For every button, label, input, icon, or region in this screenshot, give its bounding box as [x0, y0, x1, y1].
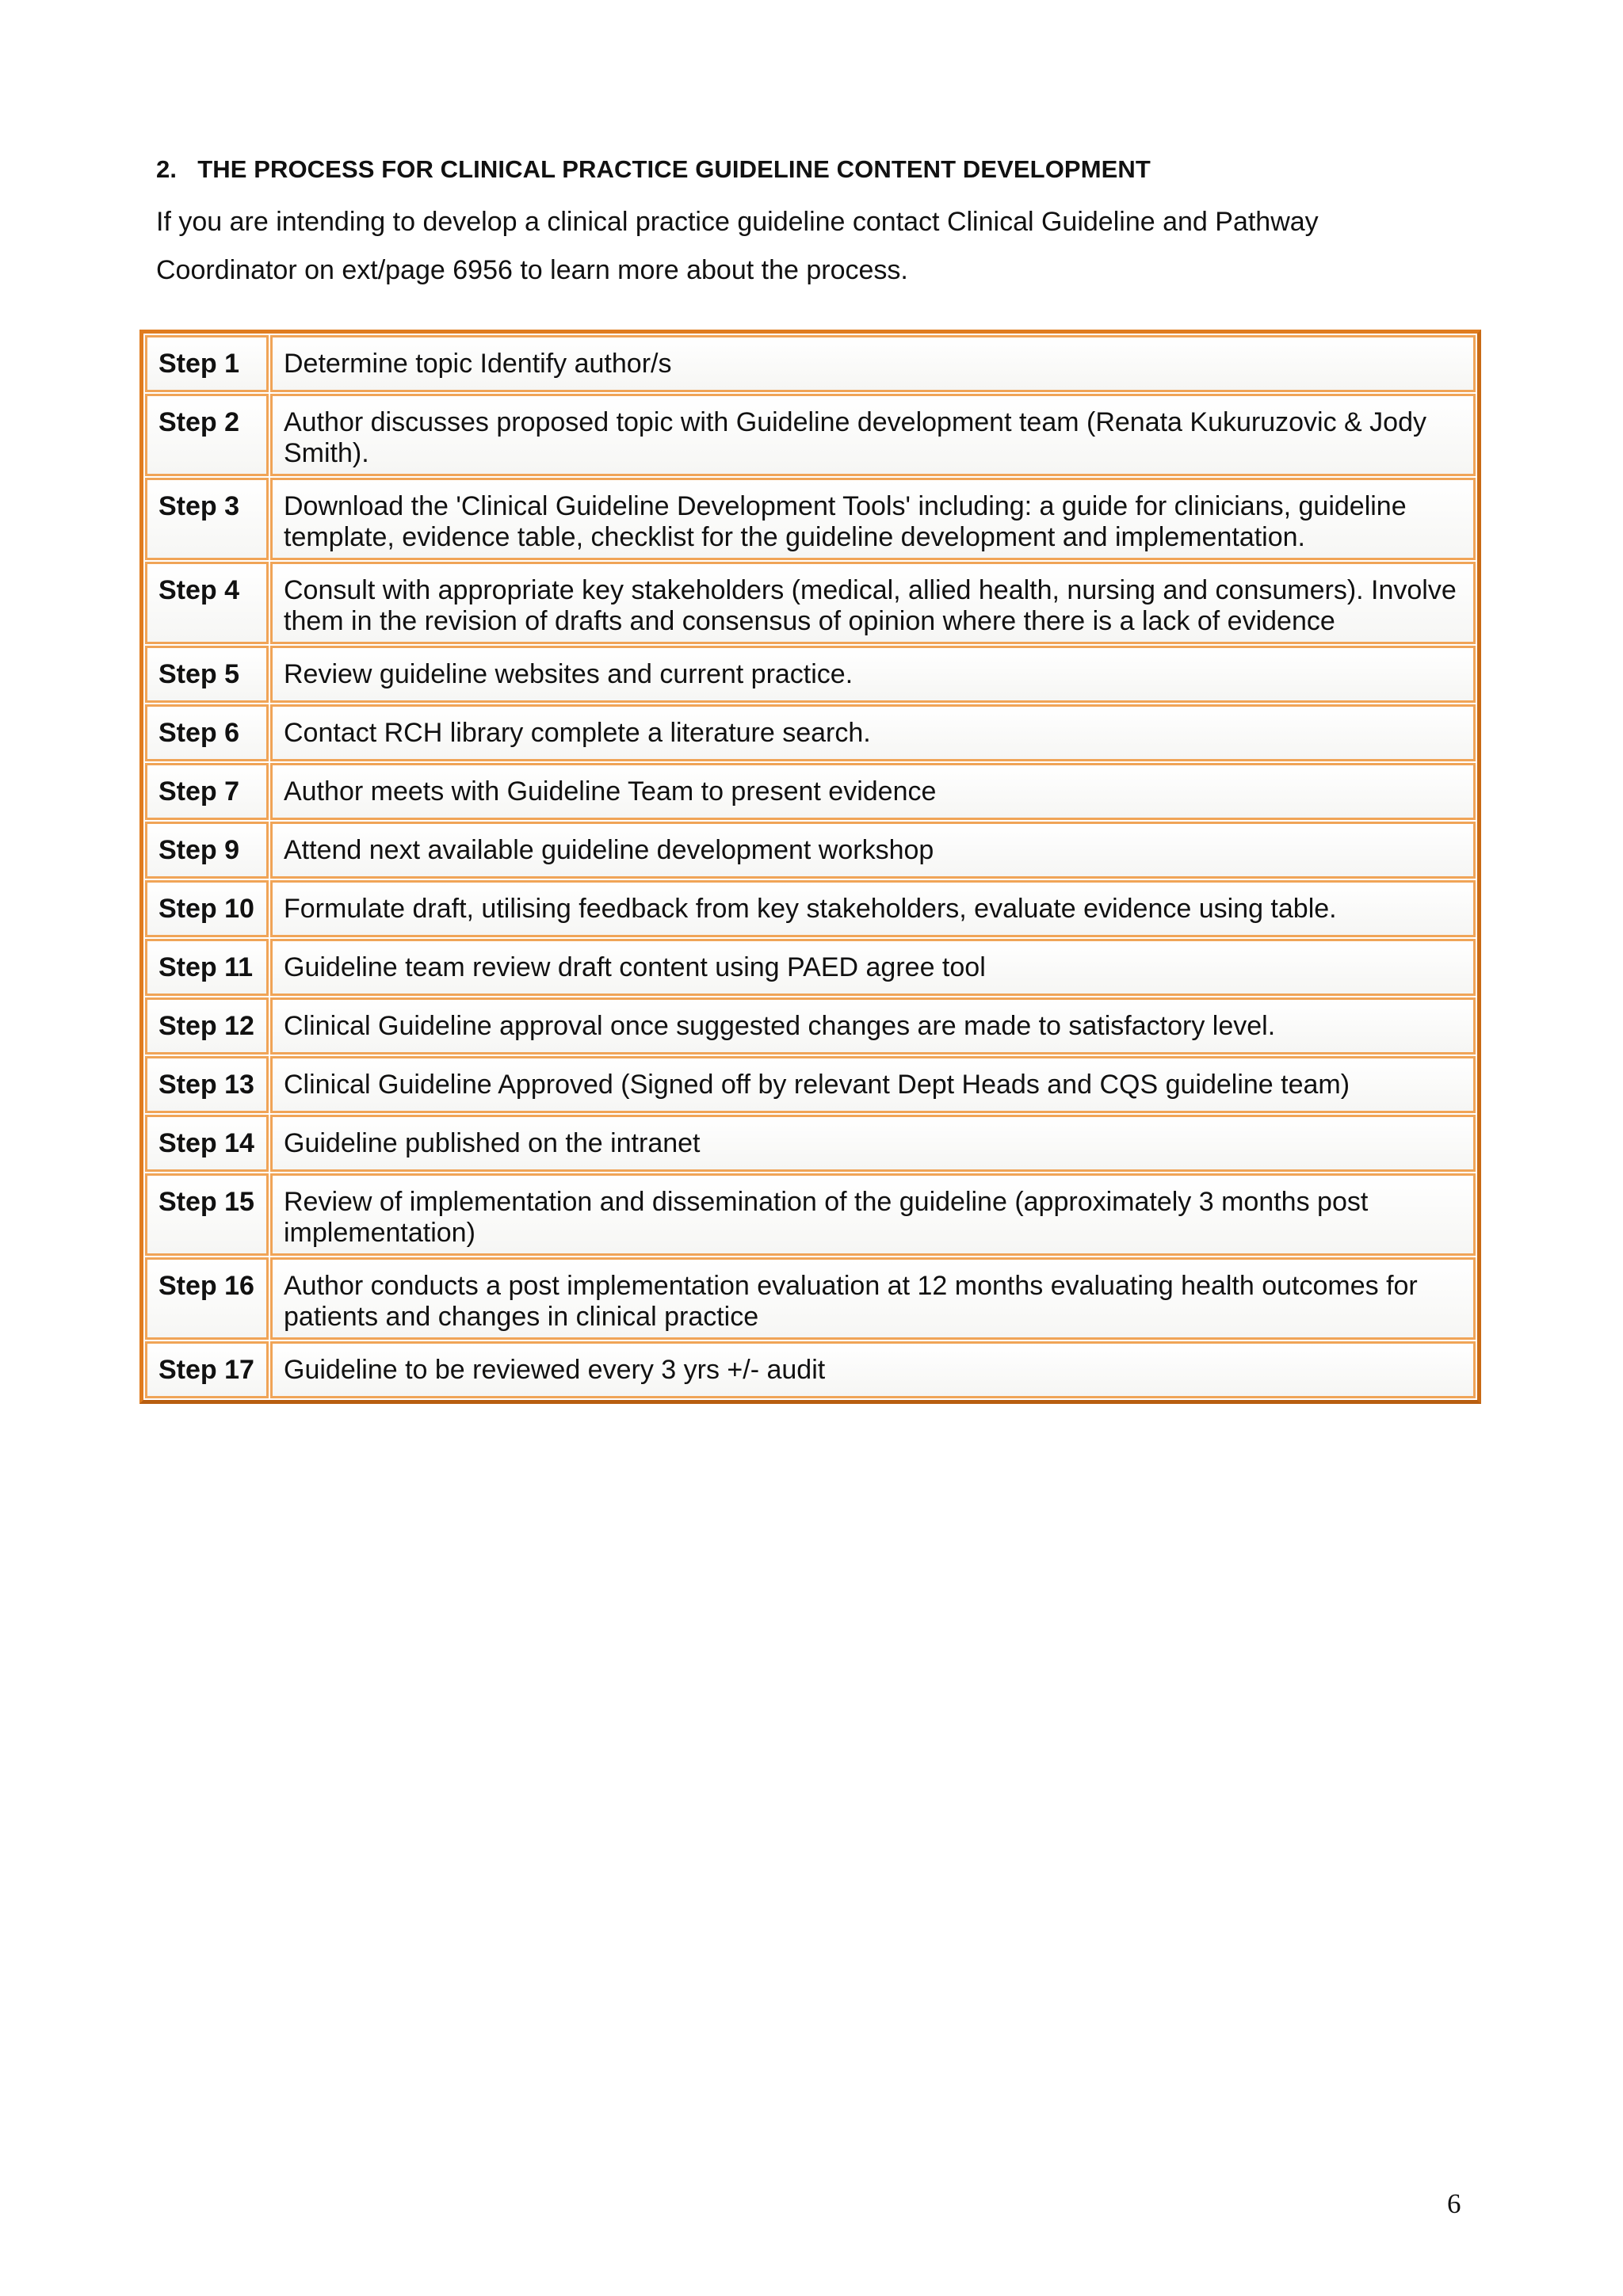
step-description: Clinical Guideline Approved (Signed off by relevant Dept Heads and CQS guideline team) [270, 1056, 1476, 1113]
section-heading: 2. THE PROCESS FOR CLINICAL PRACTICE GUIDELINE CONTENT DEVELOPMENT [156, 155, 1151, 183]
step-description: Determine topic Identify author/s [270, 335, 1476, 392]
step-description: Contact RCH library complete a literature search. [270, 704, 1476, 761]
table-row [145, 997, 1476, 1055]
step-label: Step 3 [145, 478, 269, 560]
step-description: Clinical Guideline approval once suggested changes are made to satisfactory level. [270, 997, 1476, 1055]
step-description: Author discusses proposed topic with Guideline development team (Renata Kukuruzovic & Jody Smith). [270, 394, 1476, 476]
step-description: Guideline team review draft content using PAED agree tool [270, 939, 1476, 996]
step-description: Review guideline websites and current practice. [270, 646, 1476, 703]
page-number: 6 [1447, 2188, 1461, 2219]
intro-line-1: If you are intending to develop a clinical practice guideline contact Clinical Guideline and Pathway [156, 207, 1319, 237]
table-row [145, 394, 1476, 476]
step-label: Step 1 [145, 335, 269, 392]
step-label: Step 17 [145, 1341, 269, 1398]
table-row [145, 1115, 1476, 1172]
table-row [145, 939, 1476, 996]
table-row [145, 1173, 1476, 1256]
step-label: Step 6 [145, 704, 269, 761]
step-description: Attend next available guideline development workshop [270, 822, 1476, 879]
step-description: Guideline to be reviewed every 3 yrs +/- audit [270, 1341, 1476, 1398]
step-description: Formulate draft, utilising feedback from key stakeholders, evaluate evidence using table. [270, 880, 1476, 937]
table-row [145, 1056, 1476, 1113]
step-description: Consult with appropriate key stakeholders (medical, allied health, nursing and consumers). Involve them in the revision of drafts and consensus of opinion where there is a lack of evidence [270, 562, 1476, 644]
step-description: Review of implementation and dissemination of the guideline (approximately 3 months post implementation) [270, 1173, 1476, 1256]
intro-line-2: Coordinator on ext/page 6956 to learn more about the process. [156, 255, 908, 285]
step-label: Step 16 [145, 1257, 269, 1340]
table-row [145, 880, 1476, 937]
step-label: Step 5 [145, 646, 269, 703]
step-description: Author meets with Guideline Team to present evidence [270, 763, 1476, 820]
step-label: Step 11 [145, 939, 269, 996]
step-description: Download the 'Clinical Guideline Development Tools' including: a guide for clinicians, guideline template, evidence table, checklist for the guideline development and implementation. [270, 478, 1476, 560]
step-label: Step 4 [145, 562, 269, 644]
table-row [145, 822, 1476, 879]
table-row [145, 646, 1476, 703]
step-description: Guideline published on the intranet [270, 1115, 1476, 1172]
step-label: Step 13 [145, 1056, 269, 1113]
table-row [145, 1257, 1476, 1340]
step-label: Step 2 [145, 394, 269, 476]
step-label: Step 9 [145, 822, 269, 879]
step-label: Step 15 [145, 1173, 269, 1256]
steps-table [143, 334, 1477, 1400]
step-label: Step 7 [145, 763, 269, 820]
process-steps-table [139, 330, 1481, 1404]
step-description: Author conducts a post implementation evaluation at 12 months evaluating health outcomes for patients and changes in clinical practice [270, 1257, 1476, 1340]
intro-paragraph [156, 198, 1424, 295]
table-row [145, 562, 1476, 644]
table-row [145, 1341, 1476, 1398]
table-row [145, 704, 1476, 761]
table-row [145, 335, 1476, 392]
table-row [145, 478, 1476, 560]
step-label: Step 12 [145, 997, 269, 1055]
table-row [145, 763, 1476, 820]
step-label: Step 14 [145, 1115, 269, 1172]
step-label: Step 10 [145, 880, 269, 937]
